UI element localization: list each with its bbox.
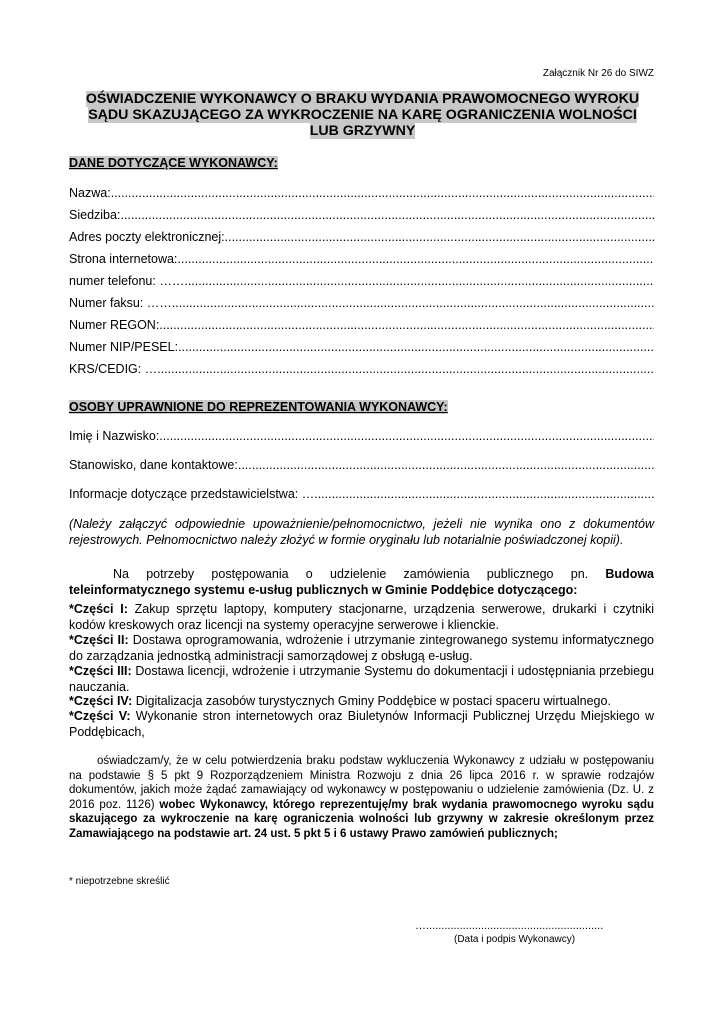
field-nip-pesel[interactable] xyxy=(69,340,654,355)
declaration-paragraph xyxy=(69,754,654,841)
signature-line[interactable]: ….......................................................... xyxy=(415,920,604,932)
intro-paragraph xyxy=(69,567,654,598)
field-label: Adres poczty elektronicznej: xyxy=(69,230,225,244)
contractor-heading-text: DANE DOTYCZĄCE WYKONAWCY: xyxy=(69,156,278,170)
part-4 xyxy=(69,694,654,710)
field-email[interactable] xyxy=(69,230,654,245)
field-rep-name[interactable] xyxy=(69,429,654,444)
part-2 xyxy=(69,633,654,664)
part-label: *Części IV: xyxy=(69,694,133,708)
part-text: Dostawa licencji, wdrożenie i utrzymanie Systemu do dokumentacji i udostępniania przebiegu nauczania. xyxy=(69,664,654,694)
title-line-3: LUB GRZYWNY xyxy=(309,123,416,139)
field-label: Stanowisko, dane kontaktowe: xyxy=(69,458,238,472)
field-label: Siedziba: xyxy=(69,208,121,222)
field-fax[interactable] xyxy=(69,296,654,311)
intro-project-name: Budowa teleinformatycznego systemu e-usług publicznych w Gminie Poddębice dotyczącego: xyxy=(69,567,654,597)
attachment-label: Załącznik Nr 26 do SIWZ xyxy=(542,68,654,79)
part-5 xyxy=(69,709,654,740)
representatives-heading-text: OSOBY UPRAWNIONE DO REPREZENTOWANIA WYKONAWCY: xyxy=(69,400,448,414)
field-label: Informacje dotyczące przedstawicielstwa: … xyxy=(69,487,315,501)
part-3 xyxy=(69,664,654,695)
part-text: Wykonanie stron internetowych oraz Biuletynów Informacji Publicznej Urzędu Miejskiego w Poddębicach, xyxy=(69,709,654,739)
field-phone[interactable] xyxy=(69,274,654,289)
part-label: *Części II: xyxy=(69,633,129,647)
contractor-section-heading xyxy=(69,156,278,170)
intro-text: Na potrzeby postępowania o udzielenie zamówienia publicznego pn. xyxy=(113,567,606,581)
title-line-2: SĄDU SKAZUJĄCEGO ZA WYKROCZENIE NA KARĘ OGRANICZENIA WOLNOŚCI xyxy=(88,107,637,123)
field-label: Numer REGON: xyxy=(69,318,160,332)
field-label: KRS/CEDIG: … xyxy=(69,362,158,376)
part-1 xyxy=(69,602,654,633)
field-label: Strona internetowa: xyxy=(69,252,178,266)
field-website[interactable] xyxy=(69,252,654,267)
field-label: Nazwa: xyxy=(69,186,111,200)
part-label: *Części V: xyxy=(69,709,131,723)
part-text: Zakup sprzętu laptopy, komputery stacjonarne, urządzenia serwerowe, drukarki i czytniki kodów kreskowych oraz licencji na systemy operacyjne serwerowe i klienckie. xyxy=(69,602,654,632)
document-title xyxy=(70,91,655,139)
field-rep-representation[interactable] xyxy=(69,487,654,502)
field-krs-cedig[interactable] xyxy=(69,362,654,377)
footnote: * niepotrzebne skreślić xyxy=(69,876,170,887)
field-label: Numer faksu: …… xyxy=(69,296,172,310)
representation-note: (Należy załączyć odpowiednie upoważnienie/pełnomocnictwo, jeżeli nie wynika ono z dokumentów rejestrowych. Pełnomocnictwo należy złożyć w formie oryginału lub notarialnie poświadczonej kopii). xyxy=(69,517,654,547)
field-label: Numer NIP/PESEL: xyxy=(69,340,179,354)
signature-label: (Data i podpis Wykonawcy) xyxy=(454,934,576,945)
part-text: Dostawa oprogramowania, wdrożenie i utrzymanie zintegrowanego systemu informatycznego do zarządzania jednostką administracji samorządowej z obsługą e-usług. xyxy=(69,633,654,663)
part-label: *Części III: xyxy=(69,664,132,678)
title-line-1: OŚWIADCZENIE WYKONAWCY O BRAKU WYDANIA PRAWOMOCNEGO WYROKU xyxy=(85,91,640,107)
field-seat[interactable] xyxy=(69,208,654,223)
field-label: numer telefonu: …… xyxy=(69,274,185,288)
field-regon[interactable] xyxy=(69,318,654,333)
representatives-section-heading xyxy=(69,400,448,414)
field-name[interactable] xyxy=(69,186,654,201)
part-label: *Części I: xyxy=(69,602,128,616)
declaration-bold: wobec Wykonawcy, którego reprezentuję/my brak wydania prawomocnego wyroku sądu skazującego za wykroczenie na karę ograniczenia wolności lub grzywny w zakresie określonym przez Zamawiającego na podstawie art. 24 ust. 5 pkt 5 i 6 ustawy Prawo zamówień publicznych; xyxy=(69,798,654,840)
field-rep-position[interactable] xyxy=(69,458,654,473)
field-label: Imię i Nazwisko: xyxy=(69,429,160,443)
part-text: Digitalizacja zasobów turystycznych Gminy Poddębice w postaci spaceru wirtualnego. xyxy=(132,694,611,708)
declaration-text: oświadczam/y, że w celu potwierdzenia braku podstaw wykluczenia Wykonawcy z udziału w postępowaniu na podstawie § 5 pkt 9 Rozporządzeniem Ministra Rozwoju z dnia 26 lipca 2016 r. w sprawie rodzajów dokumentów, jakich może żądać zamawiający od wykonawcy w postępowaniu o udzielenie zamówienia (Dz. U. z 2016 poz. 1126) xyxy=(69,755,654,811)
